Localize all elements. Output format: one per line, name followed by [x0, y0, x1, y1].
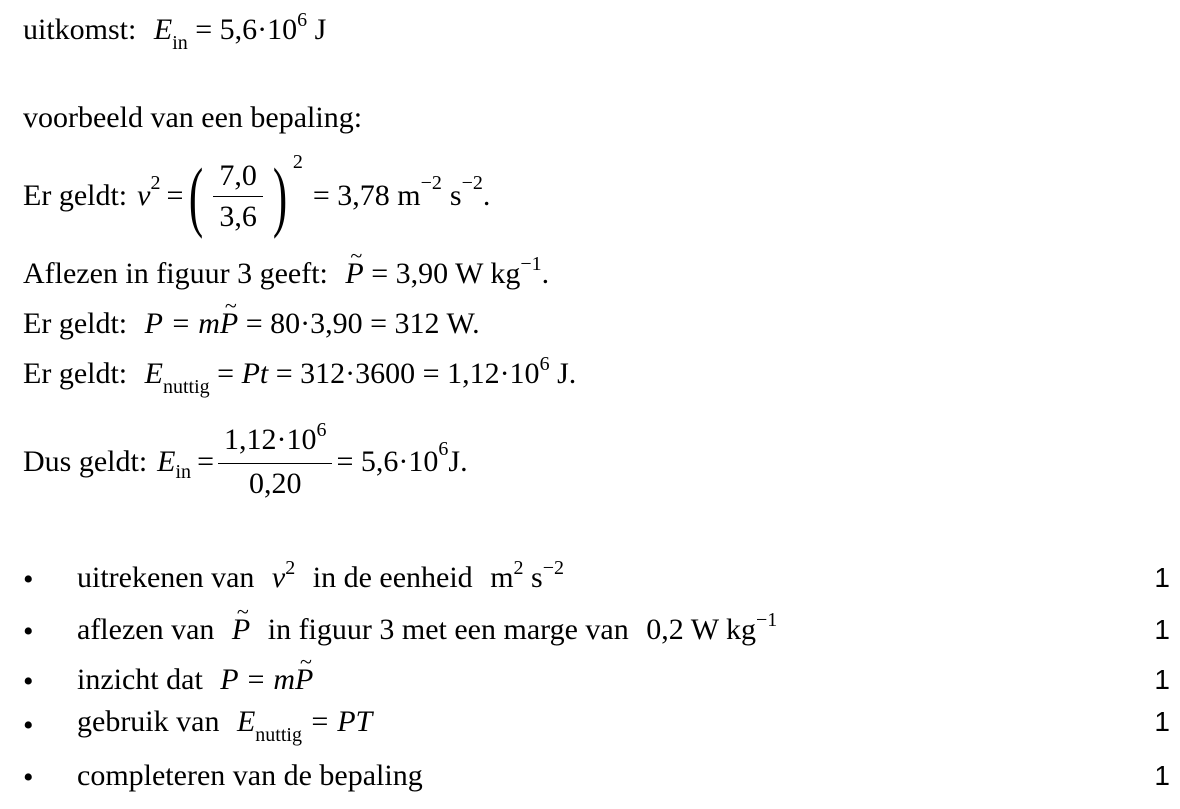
- fraction: $\frac{7,0}{3,6}$: [213, 156, 263, 237]
- criterion-1: uitrekenen van $v^2$ in de eenheid $m^2$ $s^{-2}$: [77, 557, 564, 594]
- score: 1: [1154, 706, 1170, 737]
- criterion-5: completeren van de bepaling: [77, 759, 423, 792]
- score: 1: [1154, 664, 1170, 695]
- step-energy: Er geldt: $E_{nuttig} = Pt = 312\cdot 3600 = 1,12\cdot 10^6$ J.: [23, 353, 577, 398]
- step-v-squared: Er geldt: v 2 = ( $\frac{7,0}{3,6}$ ) 2 = 3,78 m −2 s −2 .: [23, 151, 491, 239]
- score: 1: [1154, 614, 1170, 645]
- result-label: uitkomst:: [23, 13, 137, 46]
- fraction: $\frac{1,12\cdot 10^6}{0,20}$: [218, 420, 333, 504]
- criterion-2: aflezen van ~ P in figuur 3 met een marge van 0,2 W $kg^{-1}$: [77, 612, 777, 651]
- step-read-figure: Aflezen in figuur 3 geeft: ~ P = 3,90 W $kg^{-1}$.: [23, 256, 549, 295]
- result-line: uitkomst: $E_{in} = 5,6\cdot 10^6$ J: [23, 9, 327, 54]
- score: 1: [1154, 760, 1170, 791]
- step-power: Er geldt: P = m~ P = 80·3,90 = 312 W.: [23, 306, 480, 342]
- intro-text: voorbeeld van een bepaling:: [23, 101, 363, 134]
- criterion-4: gebruik van $E_{nuttig}$ = PT: [77, 705, 373, 746]
- score: 1: [1154, 562, 1170, 593]
- criterion-3: inzicht dat P = m~ P: [77, 662, 313, 698]
- step-input-energy: Dus geldt: E in = $\frac{1,12\cdot 10^6}{0,20}$ = 5,6·10 6 J.: [23, 418, 468, 506]
